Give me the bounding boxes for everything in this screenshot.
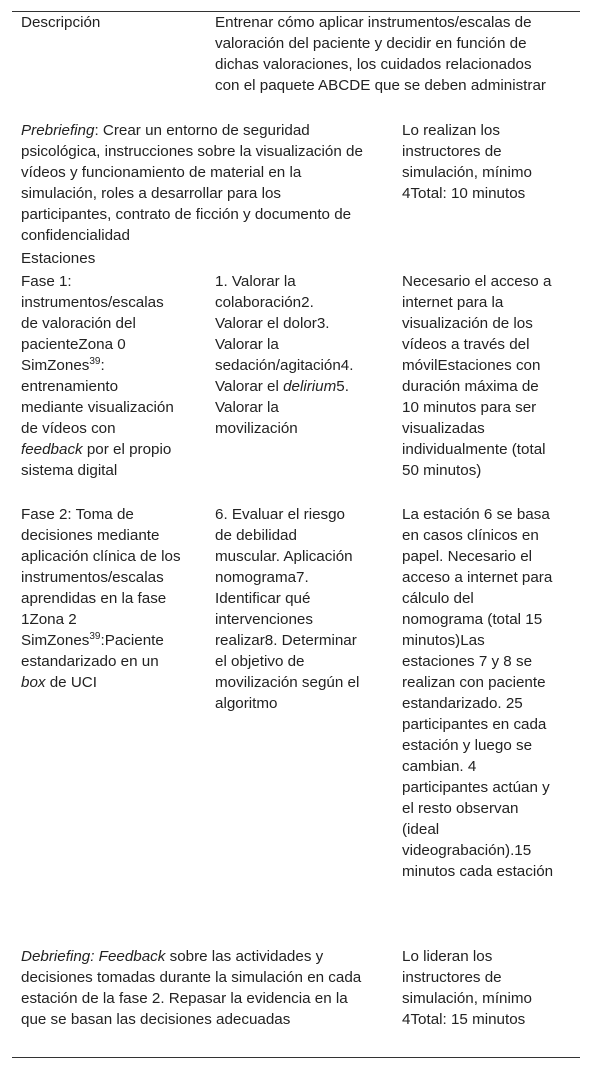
fase2-note: La estación 6 se basa en casos clínicos en papel. Necesario el acceso a internet para cálculo del nomograma (total 15 minutos)Las estaciones 7 y 8 se realizan con paciente estandarizado. 25 participantes en cada estación y luego se cambian. 4 participantes actúan y el resto observan (ideal videograbación).15 minutos cada estación <box>402 506 554 880</box>
prebriefing-text <box>21 120 371 246</box>
fase1-steps-em: delirium <box>283 378 337 395</box>
fase1-steps-a: 1. Valorar la colaboración2. Valorar el dolor3. Valorar la sedación/agitación4. Valorar el <box>215 273 354 395</box>
debriefing-term: Debriefing: Feedback <box>21 948 166 965</box>
fase1-title-em: feedback <box>21 441 83 458</box>
debriefing-text <box>21 946 371 1030</box>
table-bottom-rule <box>12 1057 580 1058</box>
fase1-steps <box>215 271 365 439</box>
fase1-sup: 39 <box>89 355 101 367</box>
debriefing-note: Lo lideran los instructores de simulación, mínimo 4Total: 15 minutos <box>402 948 532 1028</box>
fase2-title-em: box <box>21 674 46 691</box>
fase2-title-b: :Paciente estandarizado en un <box>21 632 164 670</box>
fase2-title-a: Fase 2: Toma de decisiones mediante aplicación clínica de los instrumentos/escalas aprendidas en la fase 1Zona 2 SimZones <box>21 506 181 649</box>
fase2-steps: 6. Evaluar el riesgo de debilidad muscular. Aplicación nomograma7. Identificar qué intervenciones realizar8. Determinar el objetivo de movilización según el algoritmo <box>215 506 360 712</box>
prebriefing-term: Prebriefing <box>21 122 95 139</box>
prebriefing-body: : Crear un entorno de seguridad psicológica, instrucciones sobre la visualización de vídeos y funcionamiento de material en la simulación, roles a desarrollar para los participantes, contrato de ficción y documento de confidencialidad <box>21 122 363 244</box>
fase2-sup: 39 <box>89 630 101 642</box>
fase1-title-b: : entrenamiento mediante visualización de vídeos con <box>21 357 174 437</box>
description-text: Entrenar cómo aplicar instrumentos/escalas de valoración del paciente y decidir en función de dichas valoraciones, los cuidados relacionados con el paquete ABCDE que se deben administrar <box>215 14 546 94</box>
fase1-note: Necesario el acceso a internet para la visualización de los vídeos a través del móvilEstaciones con duración máxima de 10 minutos para ser visualizadas individualmente (total 50 minutos) <box>402 273 552 479</box>
debriefing-body: sobre las actividades y decisiones tomadas durante la simulación en cada estación de la fase 2. Repasar la evidencia en la que se basan las decisiones adecuadas <box>21 948 362 1028</box>
fase1-title-a: Fase 1: instrumentos/escalas de valoración del pacienteZona 0 SimZones <box>21 273 164 374</box>
estaciones-label: Estaciones <box>21 250 96 267</box>
prebriefing-note: Lo realizan los instructores de simulación, mínimo 4Total: 10 minutos <box>402 122 532 202</box>
fase2-title <box>21 504 181 693</box>
fase1-title <box>21 271 181 481</box>
fase1-steps-b: 5. Valorar la movilización <box>215 378 349 437</box>
description-label: Descripción <box>21 14 101 31</box>
fase1-title-c: por el propio sistema digital <box>21 441 172 479</box>
fase2-title-c: de UCI <box>45 674 97 691</box>
